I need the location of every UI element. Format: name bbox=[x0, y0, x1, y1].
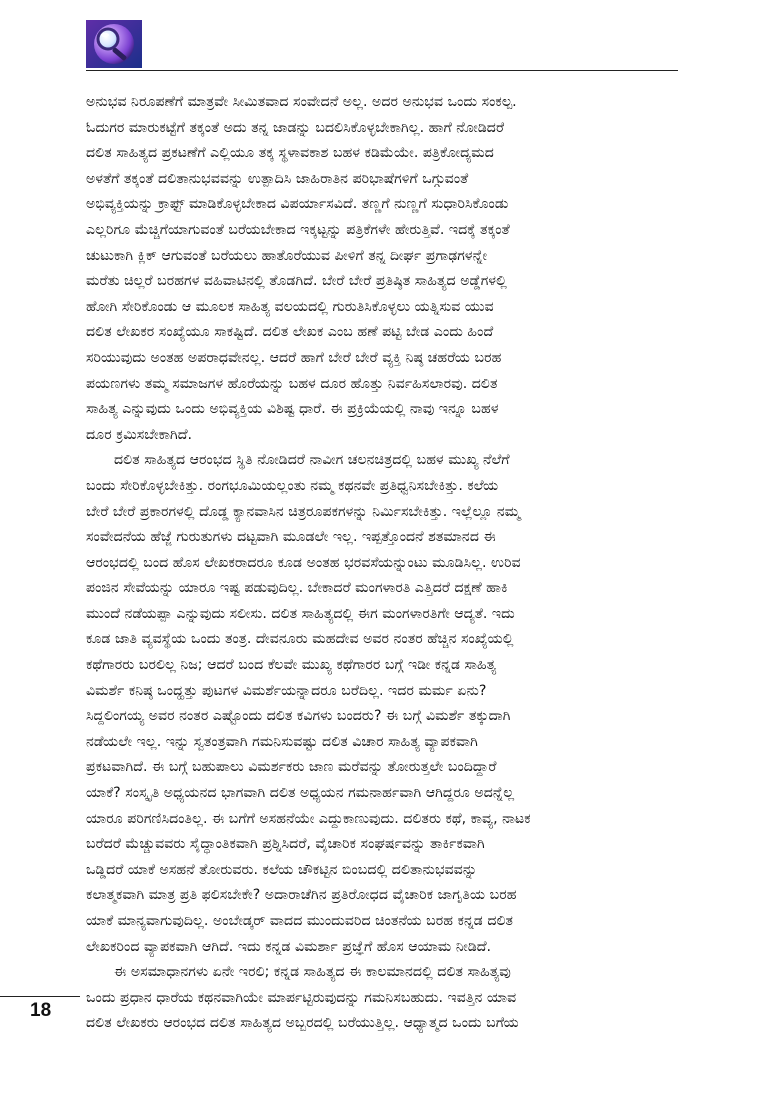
article-body bbox=[86, 90, 681, 1037]
text-line: ಬೇರೆ ಬೇರೆ ಪ್ರಕಾರಗಳಲ್ಲಿ ದೊಡ್ಡ ಕ್ಯಾನವಾಸಿನ ಚಿತ್ರರೂಪಕಗಳನ್ನು ನಿರ್ಮಿಸಬೇಕಿತ್ತು. ಇಲ್ಲೆಲ್ಲೂ ನಮ್ಮ bbox=[86, 503, 521, 520]
text-line: ಆರಂಭದಲ್ಲಿ ಬಂದ ಹೊಸ ಲೇಖಕರಾದರೂ ಕೂಡ ಅಂತಹ ಭರವಸೆಯನ್ನುಂಟು ಮೂಡಿಸಿಲ್ಲ. ಉರಿವ bbox=[86, 554, 521, 571]
paragraph-2 bbox=[86, 448, 681, 960]
text-line: ನಡೆಯಲೇ ಇಲ್ಲ. ಇನ್ನು ಸ್ವತಂತ್ರವಾಗಿ ಗಮನಿಸುವಷ್ಟು ದಲಿತ ವಿಚಾರ ಸಾಹಿತ್ಯ ವ್ಯಾಪಕವಾಗಿ bbox=[86, 733, 478, 750]
text-line: ಬರೆದರೆ ಮೆಚ್ಚುವವರು ಸೈದ್ಧಾಂತಿಕವಾಗಿ ಪ್ರಶ್ನಿಸಿದರೆ, ವೈಚಾರಿಕ ಸಂಘರ್ಷವನ್ನು ತಾರ್ಕಿಕವಾಗಿ bbox=[86, 836, 485, 853]
text-line: ಸಾಹಿತ್ಯ ಎನ್ನುವುದು ಒಂದು ಅಭಿವ್ಯಕ್ತಿಯ ವಿಶಿಷ್ಟ ಧಾರೆ. ಈ ಪ್ರಕ್ರಿಯೆಯಲ್ಲಿ ನಾವು ಇನ್ನೂ ಬಹಳ bbox=[86, 401, 499, 418]
text-line: ದಲಿತ ಸಾಹಿತ್ಯದ ಪ್ರಕಟಣೆಗೆ ಎಲ್ಲಿಯೂ ತಕ್ಕ ಸ್ಥಳಾವಕಾಶ ಬಹಳ ಕಡಿಮೆಯೇ. ಪತ್ರಿಕೋದ್ಯಮದ bbox=[86, 145, 494, 162]
text-line: ಅಳತೆಗೆ ತಕ್ಕಂತೆ ದಲಿತಾನುಭವವನ್ನು ಉತ್ಪಾದಿಸಿ ಜಾಹಿರಾತಿನ ಪರಿಭಾಷೆಗಳಿಗೆ ಒಗ್ಗುವಂತೆ bbox=[86, 170, 469, 187]
text-line: ದೂರ ಕ್ರಮಿಸಬೇಕಾಗಿದೆ. bbox=[86, 426, 193, 443]
page-number: 18 bbox=[30, 1000, 52, 1021]
text-line: ಯಾರೂ ಪರಿಗಣಿಸಿದಂತಿಲ್ಲ. ಈ ಬಗೆಗೆ ಅಸಹನೆಯೇ ಎದ್ದುಕಾಣುವುದು. ದಲಿತರು ಕಥೆ, ಕಾವ್ಯ, ನಾಟಕ bbox=[86, 810, 531, 827]
text-line: ಚುಟುಕಾಗಿ ಕ್ಲಿಕ್ ಆಗುವಂತೆ ಬರೆಯಲು ಹಾತೊರೆಯುವ ಪೀಳಿಗೆ ತನ್ನ ದೀರ್ಘ ಪ್ರಗಾಢಗಳನ್ನೇ bbox=[86, 247, 488, 264]
text-line: ಮರೆತು ಚಿಲ್ಲರೆ ಬರಹಗಳ ವಹಿವಾಟಿನಲ್ಲಿ ತೊಡಗಿದೆ. ಬೇರೆ ಬೇರೆ ಪ್ರತಿಷ್ಠಿತ ಸಾಹಿತ್ಯದ ಅಡ್ಡೆಗಳಲ್ಲಿ bbox=[86, 273, 507, 290]
text-line: ಯಾಕೆ ಮಾನ್ಯವಾಗುವುದಿಲ್ಲ. ಅಂಬೇಡ್ಕರ್ ವಾದದ ಮುಂದುವರಿದ ಚಿಂತನೆಯ ಬರಹ ಕನ್ನಡ ದಲಿತ bbox=[86, 913, 514, 929]
text-line: ಓದುಗರ ಮಾರುಕಟ್ಟೆಗೆ ತಕ್ಕಂತೆ ಅದು ತನ್ನ ಜಾಡನ್ನು ಬದಲಿಸಿಕೊಳ್ಳಬೇಕಾಗಿಲ್ಲ. ಹಾಗೆ ನೋಡಿದರೆ bbox=[86, 119, 505, 136]
text-line: ಮುಂದೆ ನಡೆಯಪ್ಪಾ ಎನ್ನುವುದು ಸಲೀಸು. ದಲಿತ ಸಾಹಿತ್ಯದಲ್ಲಿ ಈಗ ಮಂಗಳಾರತಿಗೇ ಆದ್ಯತೆ. ಇದು bbox=[86, 605, 515, 622]
text-line: ಯಾಕೆ? ಸಂಸ್ಕೃತಿ ಅಧ್ಯಯನದ ಭಾಗವಾಗಿ ದಲಿತ ಅಧ್ಯಯನ ಗಮನಾರ್ಹವಾಗಿ ಆಗಿದ್ದರೂ ಅದನ್ನೆಲ್ಲ bbox=[86, 785, 515, 802]
text-line: ಒಡ್ಡಿದರೆ ಯಾಕೆ ಅಸಹನೆ ತೋರುವರು. ಕಲೆಯ ಚೌಕಟ್ಟಿನ ಬಿಂಬದಲ್ಲಿ ದಲಿತಾನುಭವವನ್ನು bbox=[86, 861, 478, 878]
footer-rule bbox=[0, 996, 80, 997]
text-line: ಹೋಗಿ ಸೇರಿಕೊಂಡು ಆ ಮೂಲಕ ಸಾಹಿತ್ಯ ವಲಯದಲ್ಲಿ ಗುರುತಿಸಿಕೊಳ್ಳಲು ಯತ್ನಿಸುವ ಯುವ bbox=[86, 298, 494, 315]
text-line: ದಲಿತ ಲೇಖಕರ ಸಂಖ್ಯೆಯೂ ಸಾಕಷ್ಟಿದೆ. ದಲಿತ ಲೇಖಕ ಎಂಬ ಹಣೆ ಪಟ್ಟಿ ಬೇಡ ಎಂದು ಹಿಂದೆ bbox=[86, 324, 494, 341]
text-line: ವಿಮರ್ಶೆ ಕನಿಷ್ಠ ಒಂದ್ಹತ್ತು ಪುಟಗಳ ವಿಮರ್ಶೆಯನ್ನಾದರೂ ಬರೆದಿಲ್ಲ. ಇದರ ಮರ್ಮ ಏನು? bbox=[86, 682, 487, 699]
text-line: ಎಲ್ಲರಿಗೂ ಮೆಚ್ಚಿಗೆಯಾಗುವಂತೆ ಬರೆಯಬೇಕಾದ ಇಕ್ಕಟ್ಟನ್ನು ಪತ್ರಿಕೆಗಳೇ ಹೇರುತ್ತಿವೆ. ಇದಕ್ಕೆ ತಕ್ಕಂತೆ bbox=[86, 221, 510, 238]
text-line: ದಲಿತ ಲೇಖಕರು ಆರಂಭದ ದಲಿತ ಸಾಹಿತ್ಯದ ಅಬ್ಬರದಲ್ಲಿ ಬರೆಯುತ್ತಿಲ್ಲ. ಆಧ್ಯಾತ್ಮದ ಒಂದು ಬಗೆಯ bbox=[86, 1015, 519, 1032]
text-line: ಸಿದ್ದಲಿಂಗಯ್ಯ ಅವರ ನಂತರ ಎಷ್ಟೊಂದು ದಲಿತ ಕವಿಗಳು ಬಂದರು? ಈ ಬಗ್ಗೆ ವಿಮರ್ಶೆ ತಕ್ಕುದಾಗಿ bbox=[86, 708, 511, 725]
text-line: ಪ್ರಕಟವಾಗಿದೆ. ಈ ಬಗ್ಗೆ ಬಹುಪಾಲು ವಿಮರ್ಶಕರು ಜಾಣ ಮರೆವನ್ನು ತೋರುತ್ತಲೇ ಬಂದಿದ್ದಾರೆ bbox=[86, 759, 497, 776]
text-line: ಕಥೆಗಾರರು ಬರಲಿಲ್ಲ ನಿಜ; ಆದರೆ ಬಂದ ಕೆಲವೇ ಮುಖ್ಯ ಕಥೆಗಾರರ ಬಗ್ಗೆ ಇಡೀ ಕನ್ನಡ ಸಾಹಿತ್ಯ bbox=[86, 657, 497, 674]
text-line: ಬಂದು ಸೇರಿಕೊಳ್ಳಬೇಕಿತ್ತು. ರಂಗಭೂಮಿಯಲ್ಲಂತು ನಮ್ಮ ಕಥನವೇ ಪ್ರತಿಧ್ವನಿಸಬೇಕಿತ್ತು. ಕಲೆಯ bbox=[86, 477, 499, 494]
paragraph-1 bbox=[86, 90, 681, 448]
paragraph-3 bbox=[86, 960, 681, 1037]
header-rule bbox=[86, 70, 678, 71]
text-line: ಕೂಡ ಜಾತಿ ವ್ಯವಸ್ಥೆಯ ಒಂದು ತಂತ್ರ. ದೇವನೂರು ಮಹದೇವ ಅವರ ನಂತರ ಹೆಚ್ಚಿನ ಸಂಖ್ಯೆಯಲ್ಲಿ bbox=[86, 631, 514, 648]
text-line: ಈ ಅಸಮಾಧಾನಗಳು ಏನೇ ಇರಲಿ; ಕನ್ನಡ ಸಾಹಿತ್ಯದ ಈ ಕಾಲಮಾನದಲ್ಲಿ ದಲಿತ ಸಾಹಿತ್ಯವು bbox=[114, 964, 511, 981]
text-line: ಒಂದು ಪ್ರಧಾನ ಧಾರೆಯ ಕಥನವಾಗಿಯೇ ಮಾರ್ಪಟ್ಟಿರುವುದನ್ನು ಗಮನಿಸಬಹುದು. ಇವತ್ತಿನ ಯಾವ bbox=[86, 989, 517, 1006]
text-line: ಸರಿಯುವುದು ಅಂತಹ ಅಪರಾಧವೇನಲ್ಲ. ಆದರೆ ಹಾಗೆ ಬೇರೆ ಬೇರೆ ವ್ಯಕ್ತಿ ನಿಷ್ಠ ಚಹರೆಯ ಬರಹ bbox=[86, 349, 502, 366]
text-line: ಅಭಿವ್ಯಕ್ತಿಯನ್ನು ಕ್ರಾಫ್ಟ್ ಮಾಡಿಕೊಳ್ಳಬೇಕಾದ ವಿಪರ್ಯಾಸವಿದೆ. ತಣ್ಣಗೆ ನುಣ್ಣಗೆ ಸುಧಾರಿಸಿಕೊಂಡು bbox=[86, 196, 509, 213]
text-line: ದಲಿತ ಸಾಹಿತ್ಯದ ಆರಂಭದ ಸ್ಥಿತಿ ನೋಡಿದರೆ ನಾವೀಗ ಚಲನಚಿತ್ರದಲ್ಲಿ ಬಹಳ ಮುಖ್ಯ ನೆಲೆಗೆ bbox=[114, 452, 510, 469]
text-line: ಅನುಭವ ನಿರೂಪಣೆಗೆ ಮಾತ್ರವೇ ಸೀಮಿತವಾದ ಸಂವೇದನೆ ಅಲ್ಲ. ಅದರ ಅನುಭವ ಒಂದು ಸಂಕಲ್ಪ. bbox=[86, 94, 517, 110]
text-line: ಕಲಾತ್ಮಕವಾಗಿ ಮಾತ್ರ ಪ್ರತಿ ಫಲಿಸಬೇಕೇ? ಅದಾರಾಚೆಗಿನ ಪ್ರತಿರೋಧದ ವೈಚಾರಿಕ ಜಾಗೃತಿಯ ಬರಹ bbox=[86, 887, 517, 904]
text-line: ಲೇಖಕರಿಂದ ವ್ಯಾಪಕವಾಗಿ ಆಗಿದೆ. ಇದು ಕನ್ನಡ ವಿಮರ್ಶಾ ಪ್ರಜ್ಞೆಗೆ ಹೊಸ ಆಯಾಮ ನೀಡಿದೆ. bbox=[86, 938, 492, 955]
magnifying-glass-icon bbox=[86, 20, 142, 68]
text-line: ಪಂಜಿನ ಸೇವೆಯನ್ನು ಯಾರೂ ಇಷ್ಟ ಪಡುವುದಿಲ್ಲ. ಬೇಕಾದರೆ ಮಂಗಳಾರತಿ ಎತ್ತಿದರೆ ದಕ್ಷಣೆ ಹಾಕಿ bbox=[86, 580, 508, 597]
text-line: ಸಂವೇದನೆಯ ಹೆಜ್ಜೆ ಗುರುತುಗಳು ದಟ್ಟವಾಗಿ ಮೂಡಲೇ ಇಲ್ಲ. ಇಪ್ಪತ್ತೊಂದನೆ ಶತಮಾನದ ಈ bbox=[86, 529, 496, 546]
text-line: ಪಯಣಗಳು ತಮ್ಮ ಸಮಾಜಗಳ ಹೊರೆಯನ್ನು ಬಹಳ ದೂರ ಹೊತ್ತು ನಿರ್ವಹಿಸಲಾರವು. ದಲಿತ bbox=[86, 375, 498, 392]
